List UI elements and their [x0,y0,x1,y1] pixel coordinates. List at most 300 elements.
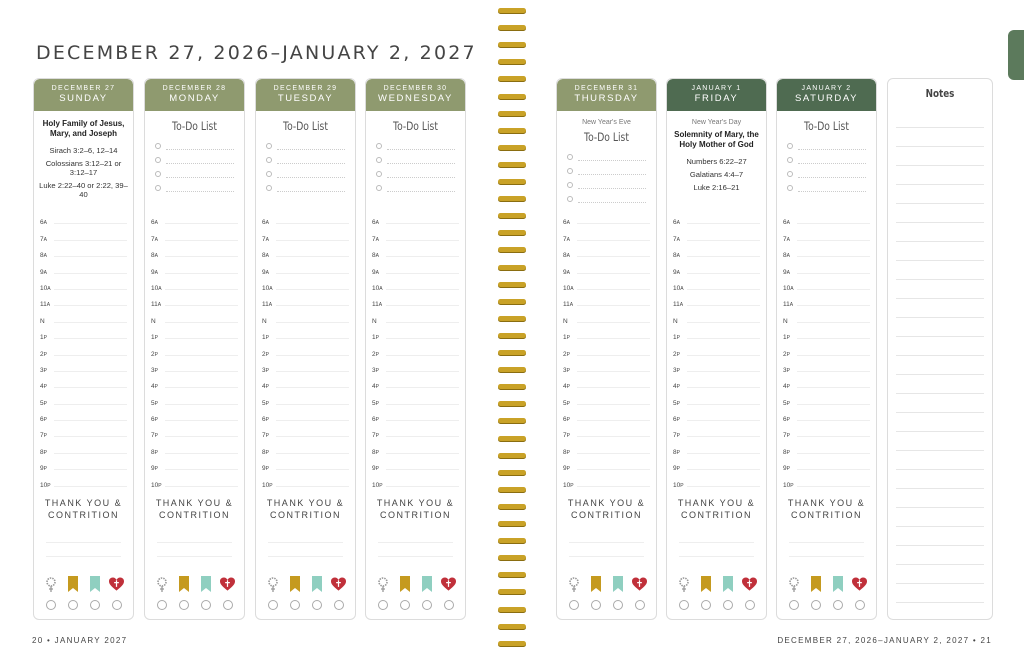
thanks-lines[interactable] [378,529,453,557]
hour-slot[interactable] [563,341,650,357]
hour-slot[interactable] [151,341,238,357]
readings [34,146,133,199]
hour-slot[interactable] [563,325,650,341]
hour-slot[interactable] [262,407,349,423]
todo-checkbox[interactable] [567,168,573,174]
hour-slot[interactable] [40,456,127,472]
spiral-ring [498,42,526,47]
hour-slot[interactable] [40,472,127,488]
hour-label: 4P [151,383,158,391]
prayer-checkbox[interactable] [334,600,344,610]
prayer-checkbox[interactable] [811,600,821,610]
todo-item[interactable] [787,181,866,195]
hour-slot[interactable] [563,308,650,324]
hour-slot[interactable] [563,243,650,259]
thanks-line2: CONTRITION [270,510,341,520]
spiral-ring [498,25,526,30]
hour-slot[interactable] [673,308,760,324]
spiral-ring [498,196,526,201]
hour-slot[interactable] [262,456,349,472]
prayer-checkbox[interactable] [223,600,233,610]
hour-slot[interactable] [262,308,349,324]
todo-title: To-Do List [584,130,629,144]
hour-slot[interactable] [783,243,870,259]
hour-slot[interactable] [673,456,760,472]
todo-checkbox[interactable] [266,157,272,163]
hour-slot[interactable] [563,390,650,406]
todo-checkbox[interactable] [567,182,573,188]
hour-slot[interactable] [262,390,349,406]
hour-slot[interactable] [151,390,238,406]
sacred-heart-icon [331,576,346,593]
hour-slot[interactable] [151,210,238,226]
prayer-icons [256,576,355,593]
hour-slot[interactable] [673,472,760,488]
hour-label: 9A [563,268,570,276]
hour-label: N [372,317,377,325]
feast-title: Holy Family of Jesus, Mary, and Joseph [42,119,125,138]
hour-slot[interactable] [40,358,127,374]
todo-item[interactable] [155,181,234,195]
hour-label: 8P [372,448,379,456]
notes-line [896,470,984,489]
hour-slot[interactable] [372,456,459,472]
hour-slot[interactable] [151,439,238,455]
prayer-checkbox[interactable] [679,600,689,610]
hour-slot[interactable] [783,341,870,357]
prayer-checkbox[interactable] [90,600,100,610]
hour-slot[interactable] [262,439,349,455]
ribbon-gold-icon [588,576,603,593]
prayer-checkbox[interactable] [635,600,645,610]
hour-slot[interactable] [673,210,760,226]
prayer-checkbox[interactable] [201,600,211,610]
notes-line [896,394,984,413]
thanks-line2: CONTRITION [380,510,451,520]
hour-slot[interactable] [783,325,870,341]
hour-label: 4P [40,383,47,391]
prayer-checkbox[interactable] [179,600,189,610]
hour-label: 7A [372,235,379,243]
hour-slot[interactable] [372,292,459,308]
hour-slot[interactable] [40,259,127,275]
ribbon-teal-icon [610,576,625,593]
day-column[interactable] [666,78,767,620]
day-header [34,79,133,111]
day-column[interactable] [144,78,245,620]
hour-slot[interactable] [673,259,760,275]
hour-slot[interactable] [673,325,760,341]
hour-slot[interactable] [783,423,870,439]
prayer-checkbox[interactable] [378,600,388,610]
hour-slot[interactable] [563,407,650,423]
hour-slot[interactable] [40,341,127,357]
day-column[interactable] [255,78,356,620]
hour-slot[interactable] [151,308,238,324]
hour-slot[interactable] [40,292,127,308]
hour-slot[interactable] [563,226,650,242]
rosary-icon [676,576,691,593]
day-column[interactable] [556,78,657,620]
hour-label: 5P [563,399,570,407]
hour-slot[interactable] [673,358,760,374]
spiral-ring [498,624,526,629]
hour-slot[interactable] [673,226,760,242]
notes-line [896,546,984,565]
rosary-icon [154,576,169,593]
notes-line [896,432,984,451]
hour-slot[interactable] [783,308,870,324]
notes-line [896,242,984,261]
hour-slot[interactable] [563,210,650,226]
todo-item[interactable] [155,153,234,167]
reading: Galatians 4:4–7 [689,170,744,179]
hour-slot[interactable] [40,325,127,341]
todo-checkbox[interactable] [376,157,382,163]
todo-checkbox[interactable] [567,154,573,160]
todo-item[interactable] [567,150,646,164]
hour-slot[interactable] [372,358,459,374]
day-weekday: SUNDAY [59,93,108,104]
hour-slot[interactable] [40,210,127,226]
hour-slot[interactable] [372,439,459,455]
hour-slot[interactable] [151,259,238,275]
hour-label: 6A [783,219,790,227]
hour-slot[interactable] [783,276,870,292]
todo-checkbox[interactable] [155,185,161,191]
todo-item[interactable] [787,167,866,181]
hour-label: 9P [262,465,269,473]
hour-slot[interactable] [783,472,870,488]
hour-slot[interactable] [372,325,459,341]
hour-slot[interactable] [262,243,349,259]
hour-slot[interactable] [673,407,760,423]
hour-slot[interactable] [783,358,870,374]
prayer-checkbox[interactable] [422,600,432,610]
prayer-checkbox[interactable] [268,600,278,610]
spiral-ring [498,94,526,99]
hour-label: 3P [563,366,570,374]
day-header [557,79,656,111]
hour-label: 1P [673,334,680,342]
hour-slot[interactable] [151,472,238,488]
todo-checkbox[interactable] [155,157,161,163]
hour-slot[interactable] [40,423,127,439]
hour-label: 8P [563,448,570,456]
hour-label: N [673,317,678,325]
hour-slot[interactable] [151,423,238,439]
hour-label: 11A [151,301,162,309]
hour-slot[interactable] [783,259,870,275]
prayer-checkbox[interactable] [312,600,322,610]
prayer-checkbox[interactable] [591,600,601,610]
hour-label: 4P [262,383,269,391]
todo-list [366,139,465,195]
thanks-lines[interactable] [679,529,754,557]
hour-slot[interactable] [40,439,127,455]
prayer-checkbox[interactable] [745,600,755,610]
hour-label: 9A [40,268,47,276]
hour-slot[interactable] [673,390,760,406]
hour-slot[interactable] [372,374,459,390]
hour-slot[interactable] [372,341,459,357]
hour-slot[interactable] [783,226,870,242]
day-column[interactable] [776,78,877,620]
hour-slot[interactable] [40,276,127,292]
hour-slot[interactable] [673,374,760,390]
hour-slot[interactable] [673,243,760,259]
hour-slot[interactable] [151,226,238,242]
hour-slot[interactable] [262,226,349,242]
hour-slot[interactable] [783,210,870,226]
hour-slot[interactable] [563,439,650,455]
hour-label: 6P [372,416,379,424]
hour-slot[interactable] [563,358,650,374]
hour-label: 9P [151,465,158,473]
hour-slot[interactable] [783,407,870,423]
todo-item[interactable] [787,139,866,153]
hour-schedule [366,210,465,489]
hour-label: 8A [372,252,379,260]
todo-item[interactable] [787,153,866,167]
sacred-heart-icon [742,576,757,593]
prayer-checkbox[interactable] [157,600,167,610]
day-weekday: MONDAY [169,93,220,104]
hour-slot[interactable] [262,358,349,374]
prayer-checkbox[interactable] [701,600,711,610]
hour-label: 11A [563,301,574,309]
day-date: DECEMBER 29 [273,85,338,92]
prayer-checkbox[interactable] [444,600,454,610]
hour-label: 5P [40,399,47,407]
hour-slot[interactable] [673,423,760,439]
todo-checkbox[interactable] [266,185,272,191]
notes-title: Notes [925,87,955,100]
todo-checkbox[interactable] [376,171,382,177]
hour-slot[interactable] [262,325,349,341]
hour-label: 7A [783,235,790,243]
hour-label: 8P [262,448,269,456]
hour-slot[interactable] [262,472,349,488]
hour-slot[interactable] [40,308,127,324]
hour-slot[interactable] [673,292,760,308]
hour-schedule [145,210,244,489]
hour-slot[interactable] [673,341,760,357]
thanks-heading [366,497,465,521]
day-column[interactable] [365,78,466,620]
hour-slot[interactable] [262,423,349,439]
hour-label: 3P [673,366,680,374]
hour-slot[interactable] [783,292,870,308]
hour-label: 7P [40,432,47,440]
hour-label: 8A [783,252,790,260]
hour-slot[interactable] [40,226,127,242]
hour-slot[interactable] [563,292,650,308]
hour-slot[interactable] [563,472,650,488]
prayer-checkbox[interactable] [112,600,122,610]
prayer-checkbox[interactable] [613,600,623,610]
todo-checkbox[interactable] [266,171,272,177]
hour-slot[interactable] [40,374,127,390]
hour-slot[interactable] [372,472,459,488]
hour-slot[interactable] [372,276,459,292]
hour-slot[interactable] [783,390,870,406]
hour-slot[interactable] [40,407,127,423]
hour-slot[interactable] [40,243,127,259]
todo-checkbox[interactable] [376,185,382,191]
hour-slot[interactable] [372,423,459,439]
todo-checkbox[interactable] [155,171,161,177]
hour-label: 2P [40,350,47,358]
thanks-line1: THANK YOU & [376,498,455,508]
hour-slot[interactable] [372,210,459,226]
spiral-ring [498,350,526,355]
hour-slot[interactable] [262,292,349,308]
todo-item[interactable] [567,178,646,192]
hour-slot[interactable] [262,259,349,275]
todo-item[interactable] [155,139,234,153]
hour-slot[interactable] [262,374,349,390]
day-date: DECEMBER 30 [383,85,448,92]
hour-slot[interactable] [783,439,870,455]
hour-slot[interactable] [372,226,459,242]
prayer-checkbox[interactable] [855,600,865,610]
hour-slot[interactable] [372,308,459,324]
hour-label: 7A [262,235,269,243]
spiral-ring [498,282,526,287]
hour-label: 2P [563,350,570,358]
hour-slot[interactable] [151,407,238,423]
hour-slot[interactable] [151,374,238,390]
notes-line [896,204,984,223]
todo-checkbox[interactable] [155,143,161,149]
hour-label: 5P [262,399,269,407]
todo-checkbox[interactable] [266,143,272,149]
hour-label: 10A [673,284,684,292]
hour-slot[interactable] [151,358,238,374]
todo-item[interactable] [376,167,455,181]
spiral-ring [498,316,526,321]
todo-checkbox[interactable] [787,143,793,149]
day-column[interactable] [33,78,134,620]
prayer-checkbox[interactable] [400,600,410,610]
thanks-line2: CONTRITION [48,510,119,520]
thanks-lines[interactable] [157,529,232,557]
todo-item[interactable] [376,139,455,153]
prayer-checkbox[interactable] [789,600,799,610]
todo-item[interactable] [567,164,646,178]
todo-item[interactable] [266,181,345,195]
hour-slot[interactable] [372,259,459,275]
hour-label: 11A [673,301,684,309]
thanks-line1: THANK YOU & [677,498,756,508]
thanks-lines[interactable] [569,529,644,557]
hour-slot[interactable] [372,407,459,423]
hour-slot[interactable] [563,423,650,439]
hour-slot[interactable] [783,374,870,390]
thanks-lines[interactable] [46,529,121,557]
hour-slot[interactable] [563,276,650,292]
hour-slot[interactable] [563,259,650,275]
hour-slot[interactable] [673,276,760,292]
todo-item[interactable] [266,153,345,167]
hour-slot[interactable] [40,390,127,406]
prayer-checkbox[interactable] [723,600,733,610]
hour-label: 11A [783,301,794,309]
todo-checkbox[interactable] [787,185,793,191]
hour-label: 5P [151,399,158,407]
todo-list [256,139,355,195]
day-weekday: FRIDAY [694,93,739,104]
hour-label: 6A [673,219,680,227]
hour-slot[interactable] [151,276,238,292]
hour-slot[interactable] [262,276,349,292]
sacred-heart-icon [632,576,647,593]
hour-label: 8A [563,252,570,260]
hour-label: N [40,317,45,325]
hour-label: 9A [262,268,269,276]
hour-label: 10P [673,481,684,489]
todo-item[interactable] [266,167,345,181]
todo-item[interactable] [155,167,234,181]
hour-slot[interactable] [151,325,238,341]
prayer-checkbox[interactable] [569,600,579,610]
notes-lines[interactable] [896,109,984,603]
todo-checkbox[interactable] [787,171,793,177]
hour-slot[interactable] [151,456,238,472]
hour-label: N [563,317,568,325]
hour-slot[interactable] [262,341,349,357]
hour-slot[interactable] [372,390,459,406]
prayer-checkbox[interactable] [46,600,56,610]
thanks-lines[interactable] [268,529,343,557]
hour-slot[interactable] [783,456,870,472]
hour-slot[interactable] [262,210,349,226]
sacred-heart-icon [441,576,456,593]
notes-column[interactable] [887,78,993,620]
hour-label: 1P [151,334,158,342]
hour-label: 9A [151,268,158,276]
hour-slot[interactable] [372,243,459,259]
todo-item[interactable] [376,153,455,167]
hour-slot[interactable] [151,243,238,259]
todo-checkbox[interactable] [567,196,573,202]
prayer-checkbox[interactable] [833,600,843,610]
thanks-lines[interactable] [789,529,864,557]
prayer-checkbox[interactable] [68,600,78,610]
hour-slot[interactable] [151,292,238,308]
notes-line [896,527,984,546]
page-tab-edge[interactable] [1008,30,1024,80]
todo-item[interactable] [376,181,455,195]
todo-checkbox[interactable] [787,157,793,163]
hour-slot[interactable] [563,374,650,390]
thanks-line1: THANK YOU & [787,498,866,508]
todo-item[interactable] [266,139,345,153]
hour-slot[interactable] [563,456,650,472]
hour-slot[interactable] [673,439,760,455]
hour-label: 6P [262,416,269,424]
ribbon-teal-icon [720,576,735,593]
ribbon-gold-icon [397,576,412,593]
hour-label: 10P [563,481,574,489]
hour-label: 9P [673,465,680,473]
prayer-checkbox[interactable] [290,600,300,610]
hour-label: 6P [783,416,790,424]
todo-item[interactable] [567,192,646,206]
hour-label: 10A [783,284,794,292]
todo-checkbox[interactable] [376,143,382,149]
